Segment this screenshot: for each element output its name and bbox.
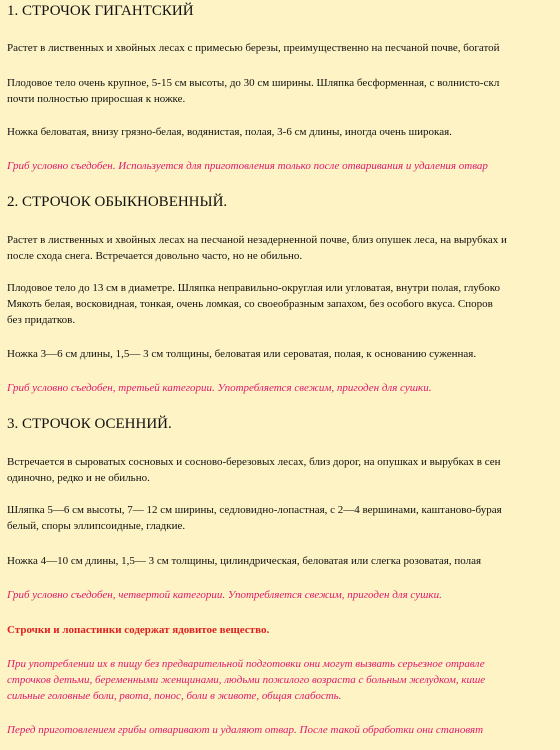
poison-line-1: При употреблении их в пищу без предварительной подготовки они могут вызвать серьезное отравле [7,658,485,670]
section-2-habitat-line-1: Растет в лиственных и хвойных лесах на песчаной незадерненной почве, близ опушек леса, на вырубках и [7,234,507,246]
section-3-cap-line-2: белый, споры эллипсоидные, гладкие. [7,520,186,532]
section-3-cap-line-1: Шляпка 5—6 см высоты, 7— 12 см ширины, седловидно-лопастная, с 2—4 вершинами, каштаново-бурая [7,504,502,516]
section-3-stem: Ножка 4—10 см длины, 1,5— 3 см толщины, цилиндрическая, беловатая или слегка розоватая, полая [7,555,482,567]
section-2-cap-line-2: Мякоть белая, восковидная, тонкая, очень ломкая, со своеобразным запахом, без особого вкуса. Споров [7,298,493,310]
section-3-title: 3. СТРОЧОК ОСЕННИЙ. [7,416,172,432]
section-3-habitat-line-1: Встречается в сыроватых сосновых и сосново-березовых лесах, близ дорог, на опушках и вырубках в сен [7,456,501,468]
section-1-note: Гриб условно съедобен. Используется для приготовления только после отваривания и удаления отвар [7,160,488,172]
section-2-habitat-line-2: после схода снега. Встречается довольно часто, но не обильно. [7,250,303,262]
section-1-stem: Ножка беловатая, внизу грязно-белая, водянистая, полая, 3-6 см длины, иногда очень широкая. [7,126,452,138]
section-2-cap-line-1: Плодовое тело до 13 см в диаметре. Шляпка неправильно-округлая или угловатая, внутри полая, глубоко [7,282,501,294]
preparation-line: Перед приготовлением грибы отваривают и удаляют отвар. После такой обработки они становят [7,724,484,736]
section-1-cap-line-2: почти полностью приросшая к ножке. [7,93,186,105]
section-2-cap-line-3: без придатков. [7,314,76,326]
section-2-note: Гриб условно съедобен, третьей категории. Употребляется свежим, пригоден для сушки. [7,382,432,394]
section-3-habitat-line-2: одиночно, редко и не обильно. [7,472,150,484]
section-3-note: Гриб условно съедобен, четвертой категории. Употребляется свежим, пригоден для сушки. [7,589,442,601]
section-1-cap-line-1: Плодовое тело очень крупное, 5-15 см высоты, до 30 см ширины. Шляпка бесформенная, с волнисто-скл [7,77,500,89]
section-1-title: 1. СТРОЧОК ГИГАНТСКИЙ [7,3,194,19]
section-2-stem: Ножка 3—6 см длины, 1,5— 3 см толщины, беловатая или сероватая, полая, к основанию суженная. [7,348,477,360]
poison-line-2: строчков детьми, беременными женщинами, людьми пожилого возраста с больным желудком, кише [7,674,486,686]
section-1-habitat: Растет в лиственных и хвойных лесах с примесью березы, преимущественно на песчаной почве, богатой [7,42,500,54]
section-2-title: 2. СТРОЧОК ОБЫКНОВЕННЫЙ. [7,194,228,210]
poison-line-3: сильные головные боли, рвота, понос, боли в животе, общая слабость. [7,690,342,702]
poison-warning: Строчки и лопастинки содержат ядовитое вещество. [7,624,270,636]
